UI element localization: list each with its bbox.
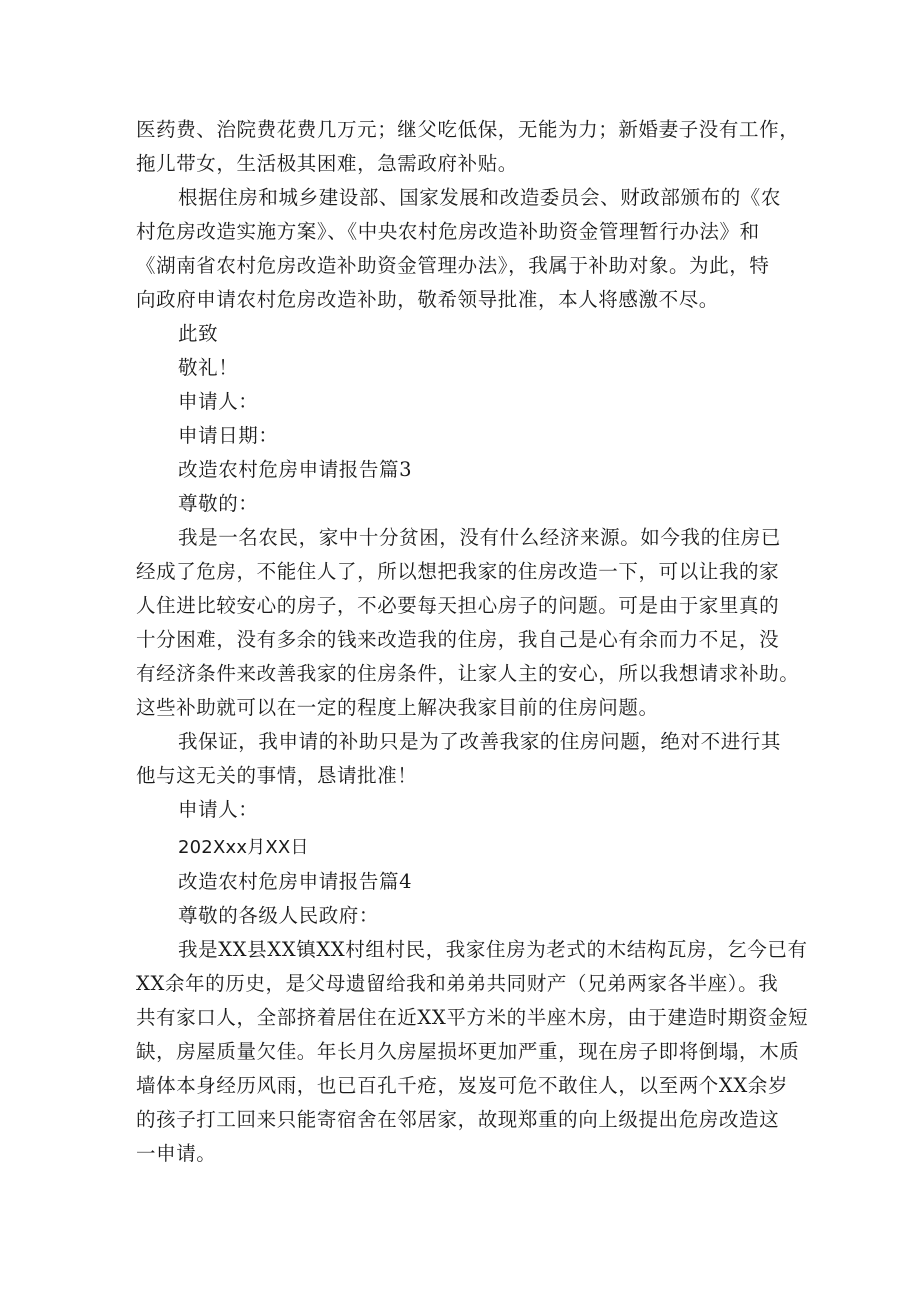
text-line: 他与这无关的事情，恳请批准！ (136, 764, 418, 787)
applicant-label: 申请人： (178, 798, 259, 821)
applicant-label: 申请人： (178, 390, 259, 413)
text-line: 《湖南省农村危房改造补助资金管理办法》，我属于补助对象。为此，特 (136, 254, 770, 277)
salutation-line: 此致 (178, 322, 219, 345)
text-line: 我是一名农民，家中十分贫困，没有什么经济来源。如今我的住房已 (178, 526, 782, 549)
text-line: 墙体本身经历风雨，也已百孔千疮，岌岌可危不敢住人，以至两个XX余岁 (136, 1074, 789, 1097)
text-line: 向政府申请农村危房改造补助，敬希领导批准，本人将感激不尽。 (136, 288, 719, 311)
text-line: 有经济条件来改善我家的住房条件，让家人主的安心，所以我想请求补助。 (136, 662, 800, 685)
text-line: 人住进比较安心的房子，不必要每天担心房子的问题。可是由于家里真的 (136, 594, 780, 617)
text-line: 十分困难，没有多余的钱来改造我的住房，我自己是心有余而力不足，没 (136, 628, 780, 651)
greeting-line: 尊敬的各级人民政府： (178, 904, 380, 927)
date-label: 申请日期： (178, 424, 279, 447)
section-heading: 改造农村危房申请报告篇4 (178, 870, 413, 893)
text-line: 共有家口人，全部挤着居住在近XX平方米的半座木房，由于建造时期资金短 (136, 1006, 809, 1029)
section-heading: 改造农村危房申请报告篇3 (178, 458, 413, 481)
text-line: 拖儿带女，生活极其困难，急需政府补贴。 (136, 152, 518, 175)
text-line: 的孩子打工回来只能寄宿舍在邻居家，故现郑重的向上级提出危房改造这 (136, 1108, 780, 1131)
text-line: 根据住房和城乡建设部、国家发展和改造委员会、财政部颁布的《农 (178, 186, 782, 209)
text-line: 缺，房屋质量欠佳。年长月久房屋损坏更加严重，现在房子即将倒塌，木质 (136, 1040, 800, 1063)
salutation-line: 敬礼！ (178, 356, 239, 379)
text-line: 我保证，我申请的补助只是为了改善我家的住房问题，绝对不进行其 (178, 730, 782, 753)
greeting-line: 尊敬的： (178, 492, 259, 515)
text-line: 一申请。 (136, 1142, 217, 1165)
text-line: 村危房改造实施方案》、《中央农村危房改造补助资金管理暂行办法》和 (136, 220, 760, 243)
date-value: 202Xxx月XX日 (178, 837, 309, 858)
text-line: XX余年的历史，是父母遗留给我和弟弟共同财产（兄弟两家各半座）。我 (136, 972, 779, 995)
text-line: 经成了危房，不能住人了，所以想把我家的住房改造一下，可以让我的家 (136, 560, 780, 583)
text-line: 我是XX县XX镇XX村组村民，我家住房为老式的木结构瓦房，乞今已有 (178, 938, 808, 961)
text-line: 医药费、治院费花费几万元；继父吃低保，无能为力；新婚妻子没有工作， (136, 118, 800, 141)
text-line: 这些补助就可以在一定的程度上解决我家目前的住房问题。 (136, 696, 659, 719)
